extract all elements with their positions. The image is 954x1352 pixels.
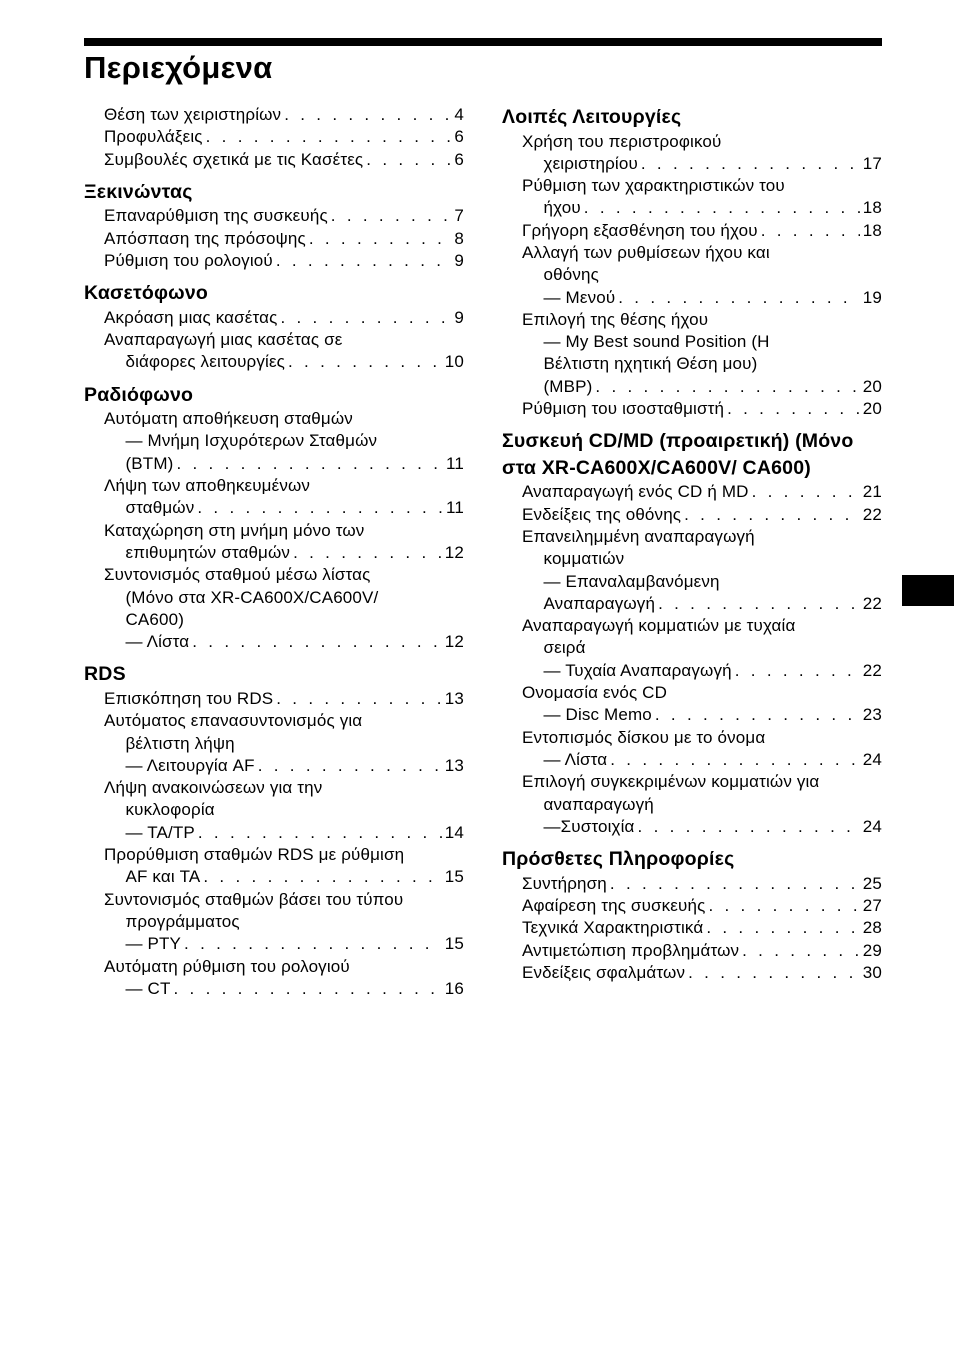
toc-entry-text: Αυτόματη ρύθμιση του ρολογιού <box>104 956 350 976</box>
toc-entry[interactable] <box>522 504 882 526</box>
toc-entry[interactable] <box>104 250 464 272</box>
toc-entry-text: (BTM) <box>125 453 174 473</box>
toc-entry-last-line <box>522 504 882 526</box>
page-number: 22 <box>862 504 882 524</box>
toc-entry-text: (MBP) <box>543 376 593 396</box>
toc-entry-line <box>522 771 882 793</box>
toc-entry[interactable] <box>104 889 464 956</box>
page-number: 23 <box>862 705 882 725</box>
toc-entry-last-line <box>104 453 464 475</box>
section-heading: Ραδιόφωνο <box>84 383 194 406</box>
dot-leader <box>198 822 442 844</box>
toc-entry[interactable] <box>104 149 464 171</box>
toc-entry-text: επιθυμητών σταθμών <box>125 542 291 562</box>
section-entries <box>84 408 464 653</box>
toc-entry-text: Επιλογή της θέσης ήχου <box>522 309 709 329</box>
toc-entry-line <box>522 682 882 704</box>
section-heading: Πρόσθετες Πληροφορίες <box>502 848 735 871</box>
toc-entry-text: Αναπαραγωγή μιας κασέτας σε <box>104 330 343 350</box>
toc-entry-text: κομματιών <box>543 549 625 569</box>
section-heading: RDS <box>84 663 126 686</box>
page-number: 20 <box>862 399 882 419</box>
toc-entry[interactable] <box>104 844 464 889</box>
toc-entry-text: σταθμών <box>125 498 195 518</box>
toc-entry-last-line <box>104 866 464 888</box>
dot-leader <box>752 481 860 503</box>
toc-entry-text: σειρά <box>543 638 586 658</box>
toc-entry-last-line <box>522 895 882 917</box>
dot-leader <box>618 287 860 309</box>
section-heading: Ξεκινώντας <box>84 180 193 203</box>
toc-entry-text: χειριστηρίου <box>543 153 638 173</box>
toc-entry-last-line <box>522 197 882 219</box>
toc-entry-last-line <box>104 688 464 710</box>
toc-entry-text: — Λίστα <box>125 632 190 652</box>
page-number: 20 <box>862 376 882 396</box>
dot-leader <box>742 940 860 962</box>
dot-leader <box>638 816 860 838</box>
dot-leader <box>173 978 441 1000</box>
toc-entry-last-line <box>522 593 882 615</box>
toc-entry-last-line <box>104 631 464 653</box>
toc-entry-last-line <box>104 542 464 564</box>
toc-entry[interactable] <box>104 688 464 710</box>
toc-entry[interactable] <box>522 242 882 309</box>
page-number: 11 <box>446 498 464 518</box>
toc-entry-text: Αλλαγή των ρυθμίσεων ήχου και <box>522 242 770 262</box>
page-number: 17 <box>862 153 882 173</box>
section-entries <box>84 205 464 272</box>
toc-entry-last-line <box>522 220 882 242</box>
toc-entry-line <box>104 408 464 430</box>
toc-entry-last-line <box>104 104 464 126</box>
section-heading: Συσκευή CD/MD (προαιρετική) (Μόνο στα XR-CA600X/CA600V/ CA600) <box>502 430 854 479</box>
toc-entry[interactable] <box>522 481 882 503</box>
toc-entry-text: — Μενού <box>543 287 616 307</box>
page-number: 9 <box>454 307 464 327</box>
toc-entry-text: (Μόνο στα XR-CA600X/CA600V/ <box>125 587 379 607</box>
toc-entry-text: — Λίστα <box>543 749 608 769</box>
toc-entry[interactable] <box>522 771 882 838</box>
toc-entry-text: — Disc Memo <box>543 705 652 725</box>
page-number: 30 <box>862 962 882 982</box>
toc-entry-last-line <box>522 873 882 895</box>
toc-entry-line <box>522 131 882 153</box>
toc-entry-line <box>104 609 464 631</box>
toc-entry-text: Εντοπισμός δίσκου με το όνομα <box>522 727 766 747</box>
toc-entry-line <box>522 794 882 816</box>
toc-entry-last-line <box>104 755 464 777</box>
toc-entry-last-line <box>522 917 882 939</box>
toc-entry[interactable] <box>522 895 882 917</box>
dot-leader <box>688 962 860 984</box>
section-entries <box>502 131 882 421</box>
toc-entry-text: Συμβουλές σχετικά με τις Κασέτες <box>104 149 364 169</box>
toc-entry-text: Αφαίρεση της συσκευής <box>522 895 706 915</box>
dot-leader <box>584 197 860 219</box>
toc-entry-text: κυκλοφορία <box>125 800 215 820</box>
toc-entry-text: διάφορες λειτουργίες <box>125 352 286 372</box>
section-heading: Λοιπές Λειτουργίες <box>502 106 682 128</box>
toc-entry-line <box>522 242 882 264</box>
toc-entry-text: Συντήρηση <box>522 873 607 893</box>
toc-entry-last-line <box>104 228 464 250</box>
dot-leader <box>206 126 452 148</box>
toc-entry[interactable] <box>104 408 464 475</box>
page-number: 13 <box>444 688 464 708</box>
dot-leader <box>708 895 859 917</box>
toc-entry-line <box>104 564 464 586</box>
toc-entry-text: Ονομασία ενός CD <box>522 683 668 703</box>
toc-entry[interactable] <box>104 126 464 148</box>
toc-entry-last-line <box>104 978 464 1000</box>
toc-entry-text: — PTY <box>125 934 182 954</box>
section-entries <box>84 307 464 374</box>
page-number: 16 <box>444 978 464 998</box>
toc-entry[interactable] <box>522 873 882 895</box>
dot-leader <box>197 497 443 519</box>
toc-entry[interactable] <box>522 682 882 727</box>
toc-entry-last-line <box>104 126 464 148</box>
toc-entry-line <box>104 844 464 866</box>
toc-entry-text: Αναπαραγωγή ενός CD ή MD <box>522 482 749 502</box>
toc-entry-last-line <box>522 153 882 175</box>
toc-entry-text: Ρύθμιση του ισοσταθμιστή <box>522 399 725 419</box>
dot-leader <box>684 504 860 526</box>
toc-entry[interactable] <box>104 205 464 227</box>
toc-entry-last-line <box>522 376 882 398</box>
toc-entry-text: αναπαραγωγή <box>543 794 654 814</box>
toc-column-right <box>502 104 882 992</box>
toc-entry-text: Αναπαραγωγή <box>543 593 656 613</box>
toc-entry-last-line <box>104 822 464 844</box>
dot-leader <box>610 873 860 895</box>
toc-entry-text: βέλτιστη λήψη <box>125 733 235 753</box>
toc-entry[interactable] <box>104 956 464 1001</box>
toc-entry-text: Επισκόπηση του RDS <box>104 688 274 708</box>
dot-leader <box>276 250 452 272</box>
toc-entry-text: Επαναρύθμιση της συσκευής <box>104 206 328 226</box>
toc-entry[interactable] <box>104 564 464 653</box>
toc-entry-text: Χρήση του περιστροφικού <box>522 131 722 151</box>
dot-leader <box>658 593 860 615</box>
page-number: 11 <box>446 453 464 473</box>
toc-entry-last-line <box>522 660 882 682</box>
toc-entry-last-line <box>522 962 882 984</box>
toc-entry[interactable] <box>522 398 882 420</box>
page-number: 14 <box>444 822 464 842</box>
toc-entry-text: ήχου <box>543 198 581 218</box>
toc-entry-line <box>522 637 882 659</box>
dot-leader <box>735 660 860 682</box>
page-number: 22 <box>862 593 882 613</box>
section-entries <box>84 104 464 171</box>
toc-entry-text: προγράμματος <box>125 911 240 931</box>
toc-entry-line <box>522 526 882 548</box>
toc-entry-last-line <box>522 398 882 420</box>
toc-entry-text: —Συστοιχία <box>543 816 635 836</box>
toc-entry-line <box>522 615 882 637</box>
dot-leader <box>258 755 442 777</box>
dot-leader <box>641 153 860 175</box>
toc-entry[interactable] <box>104 104 464 126</box>
toc-entry-last-line <box>104 205 464 227</box>
toc-entry-last-line <box>104 933 464 955</box>
toc-entry-line <box>522 571 882 593</box>
toc-entry-text: — Μνήμη Ισχυρότερων Σταθμών <box>125 431 378 451</box>
toc-entry-line <box>522 727 882 749</box>
side-tab-marker <box>902 575 954 606</box>
toc-entry-line <box>522 331 882 353</box>
toc-entry[interactable] <box>522 917 882 939</box>
toc-entry-text: Απόσπαση της πρόσοψης <box>104 228 306 248</box>
toc-entry[interactable] <box>104 329 464 374</box>
toc-entry-line <box>104 777 464 799</box>
toc-entry-text: — Λειτουργία AF <box>125 755 255 775</box>
dot-leader <box>655 704 860 726</box>
toc-entry-last-line <box>104 497 464 519</box>
page-number: 13 <box>444 755 464 775</box>
toc-entry-text: Ρύθμιση του ρολογιού <box>104 250 273 270</box>
dot-leader <box>309 228 452 250</box>
section-entries <box>502 481 882 838</box>
page-number: 15 <box>444 867 464 887</box>
toc-entry-last-line <box>522 287 882 309</box>
toc-entry-line <box>104 799 464 821</box>
toc-entry[interactable] <box>104 475 464 520</box>
toc-entry-text: Ακρόαση μιας κασέτας <box>104 307 278 327</box>
page-number: 29 <box>862 940 882 960</box>
toc-entry[interactable] <box>522 131 882 176</box>
toc-entry[interactable] <box>104 710 464 777</box>
dot-leader <box>706 917 859 939</box>
dot-leader <box>727 398 860 420</box>
page-number: 15 <box>444 934 464 954</box>
dot-leader <box>192 631 442 653</box>
toc-entry-text: Τεχνικά Χαρακτηριστικά <box>522 918 704 938</box>
dot-leader <box>284 104 451 126</box>
toc-entry-line <box>104 911 464 933</box>
toc-entry-last-line <box>104 250 464 272</box>
toc-entry-text: Αντιμετώπιση προβλημάτων <box>522 940 740 960</box>
dot-leader <box>331 205 452 227</box>
page-number: 10 <box>444 352 464 372</box>
toc-entry-last-line <box>104 149 464 171</box>
toc-entry-line <box>104 520 464 542</box>
toc-entry-text: Καταχώρηση στη μνήμη μόνο των <box>104 520 365 540</box>
toc-entry-line <box>104 430 464 452</box>
dot-leader <box>595 376 859 398</box>
toc-entry-line <box>104 587 464 609</box>
page-number: 24 <box>862 816 882 836</box>
page-number: 6 <box>454 149 464 169</box>
toc-entry[interactable] <box>522 727 882 772</box>
toc-entry-text: — TA/TP <box>125 822 195 842</box>
toc-entry[interactable] <box>104 228 464 250</box>
toc-entry[interactable] <box>104 777 464 844</box>
toc-entry-text: — CT <box>125 978 171 998</box>
toc-entry-line <box>522 175 882 197</box>
toc-entry[interactable] <box>522 526 882 615</box>
dot-leader <box>293 542 442 564</box>
toc-entry[interactable] <box>522 175 882 220</box>
top-rule <box>84 38 882 46</box>
toc-entry-text: Αυτόματος επανασυντονισμός για <box>104 711 363 731</box>
page-number: 21 <box>862 482 882 502</box>
toc-entry-last-line <box>104 351 464 373</box>
toc-entry-text: — Τυχαία Αναπαραγωγή <box>543 660 732 680</box>
dot-leader <box>280 307 451 329</box>
page-number: 28 <box>862 918 882 938</box>
page-number: 6 <box>454 127 464 147</box>
toc-entry-line <box>104 889 464 911</box>
toc-entry[interactable] <box>522 615 882 682</box>
toc-entry-last-line <box>522 749 882 771</box>
toc-entry-text: οθόνης <box>543 265 599 285</box>
toc-entry-text: Προρύθμιση σταθμών RDS με ρύθμιση <box>104 845 405 865</box>
section-heading: Κασετόφωνο <box>84 282 209 305</box>
toc-entry-last-line <box>522 481 882 503</box>
page-number: 18 <box>862 198 882 218</box>
toc-entry-text: Επιλογή συγκεκριμένων κομματιών για <box>522 772 820 792</box>
toc-entry-text: Ρύθμιση των χαρακτηριστικών του <box>522 176 785 196</box>
toc-entry-text: Αυτόματη αποθήκευση σταθμών <box>104 409 353 429</box>
toc-entry-line <box>522 548 882 570</box>
dot-leader <box>176 453 443 475</box>
toc-entry-text: — Επαναλαμβανόμενη <box>543 571 720 591</box>
toc-entry-line <box>104 475 464 497</box>
toc-entry-text: Θέση των χειριστηρίων <box>104 105 282 124</box>
page-number: 4 <box>454 105 464 124</box>
page-title: Περιεχόμενα <box>84 50 273 85</box>
toc-entry-text: Γρήγορη εξασθένηση του ήχου <box>522 220 758 240</box>
dot-leader <box>288 351 442 373</box>
toc-entry-text: Λήψη ανακοινώσεων για την <box>104 778 323 798</box>
toc-entry[interactable] <box>522 940 882 962</box>
toc-entry-text: Επανειλημμένη αναπαραγωγή <box>522 526 755 546</box>
dot-leader <box>366 149 451 171</box>
toc-entry-text: Συντονισμός σταθμών βάσει του τύπου <box>104 889 404 909</box>
toc-entry-text: Ενδείξεις της οθόνης <box>522 504 682 524</box>
page-number: 27 <box>862 895 882 915</box>
toc-entry-text: Συντονισμός σταθμού μέσω λίστας <box>104 565 371 585</box>
toc-entry-line <box>522 309 882 331</box>
section-entries <box>502 873 882 984</box>
page-number: 12 <box>444 542 464 562</box>
page-number: 8 <box>454 228 464 248</box>
toc-entry-text: Λήψη των αποθηκευμένων <box>104 476 311 496</box>
page-number: 19 <box>862 287 882 307</box>
toc-entry-text: AF και TA <box>125 867 201 887</box>
dot-leader <box>203 866 441 888</box>
page-number: 9 <box>454 250 464 270</box>
dot-leader <box>610 749 860 771</box>
toc-entry-line <box>104 710 464 732</box>
toc-entry-text: CA600) <box>125 609 185 629</box>
toc-entry-last-line <box>522 816 882 838</box>
toc-entry-line <box>104 733 464 755</box>
page-number: 7 <box>454 206 464 226</box>
toc-column-left <box>84 104 464 1008</box>
dot-leader <box>184 933 442 955</box>
toc-entry[interactable] <box>522 962 882 984</box>
page-number: 12 <box>444 632 464 652</box>
page-number: 22 <box>862 660 882 680</box>
toc-entry[interactable] <box>522 309 882 398</box>
toc-entry[interactable] <box>104 307 464 329</box>
page-number: 18 <box>862 220 882 240</box>
dot-leader <box>276 688 442 710</box>
toc-entry-line <box>104 956 464 978</box>
toc-entry-line <box>522 353 882 375</box>
toc-entry[interactable] <box>104 520 464 565</box>
page-number: 24 <box>862 749 882 769</box>
toc-entry-text: Αναπαραγωγή κομματιών με τυχαία <box>522 616 796 636</box>
toc-entry-text: Προφυλάξεις <box>104 127 203 147</box>
toc-entry-line <box>522 264 882 286</box>
toc-entry-line <box>104 329 464 351</box>
toc-entry-last-line <box>104 307 464 329</box>
toc-entry-last-line <box>522 940 882 962</box>
toc-entry-last-line <box>522 704 882 726</box>
toc-entry-text: Βέλτιστη ηχητική Θέση μου) <box>543 354 758 374</box>
page-number: 25 <box>862 873 882 893</box>
dot-leader <box>761 220 860 242</box>
section-entries <box>84 688 464 1000</box>
toc-entry-text: Ενδείξεις σφαλμάτων <box>522 962 686 982</box>
toc-entry[interactable] <box>522 220 882 242</box>
toc-entry-text: — My Best sound Position (Η <box>543 332 770 352</box>
